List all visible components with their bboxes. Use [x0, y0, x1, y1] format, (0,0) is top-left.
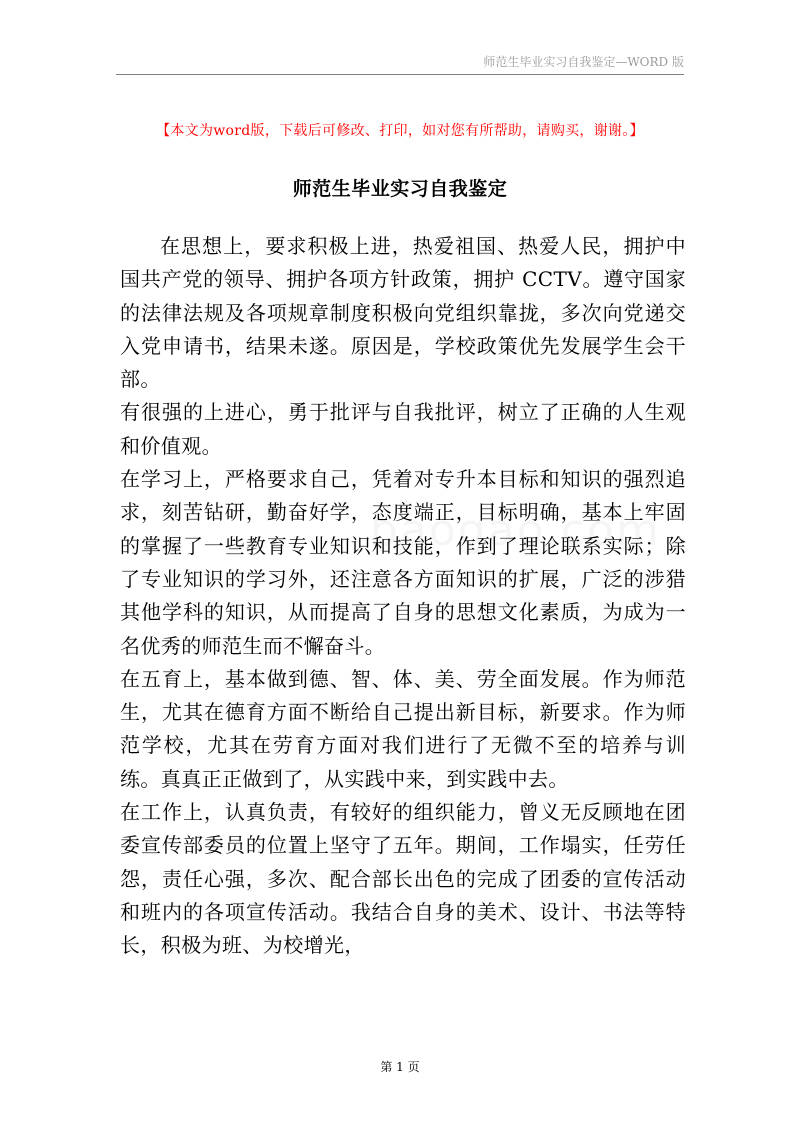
running-header: 师范生毕业实习自我鉴定—WORD 版	[483, 55, 684, 69]
paragraph-ideology: 在思想上，要求积极上进，热爱祖国、热爱人民，拥护中国共产党的领导、拥护各项方针政策，拥护 CCTV。遵守国家的法律法规及各项规章制度积极向党组织靠拢，多次向党递交入党申请书，结果未遂。原因是，学校政策优先发展学生会干部。	[120, 234, 686, 392]
paragraph-five-education: 在五育上，基本做到德、智、体、美、劳全面发展。作为师范生，尤其在德育方面不断给自己提出新目标，新要求。作为师范学校，尤其在劳育方面对我们进行了无微不至的培养与训练。真真正正做到了，从实践中来，到实践中去。	[120, 666, 686, 791]
paragraph-study: 在学习上，严格要求自己，凭着对专升本目标和知识的强烈追求，刻苦钻研，勤奋好学，态度端正，目标明确，基本上牢固的掌握了一些教育专业知识和技能，作到了理论联系实际；除了专业知识的学习外，还注意各方面知识的扩展，广泛的涉猎其他学科的知识，从而提高了自身的思想文化素质，为成为一名优秀的师范生而不懈奋斗。	[120, 467, 686, 658]
paragraph-work: 在工作上，认真负责，有较好的组织能力，曾义无反顾地在团委宣传部委员的位置上坚守了五年。期间，工作塌实，任劳任怨，责任心强，多次、配合部长出色的完成了团委的宣传活动和班内的各项宣传活动。我结合自身的美术、设计、书法等特长，积极为班、为校增光，	[120, 800, 686, 958]
document-body	[120, 230, 686, 963]
header-divider	[116, 74, 684, 75]
document-title: 师范生毕业实习自我鉴定	[292, 178, 508, 200]
paragraph-self-criticism: 有很强的上进心，勇于批评与自我批评，树立了正确的人生观和价值观。	[120, 400, 686, 458]
download-notice: 【本文为word版，下载后可修改、打印，如对您有所帮助，请购买，谢谢。】	[156, 123, 644, 139]
page-number: 第 1 页	[380, 1060, 420, 1074]
